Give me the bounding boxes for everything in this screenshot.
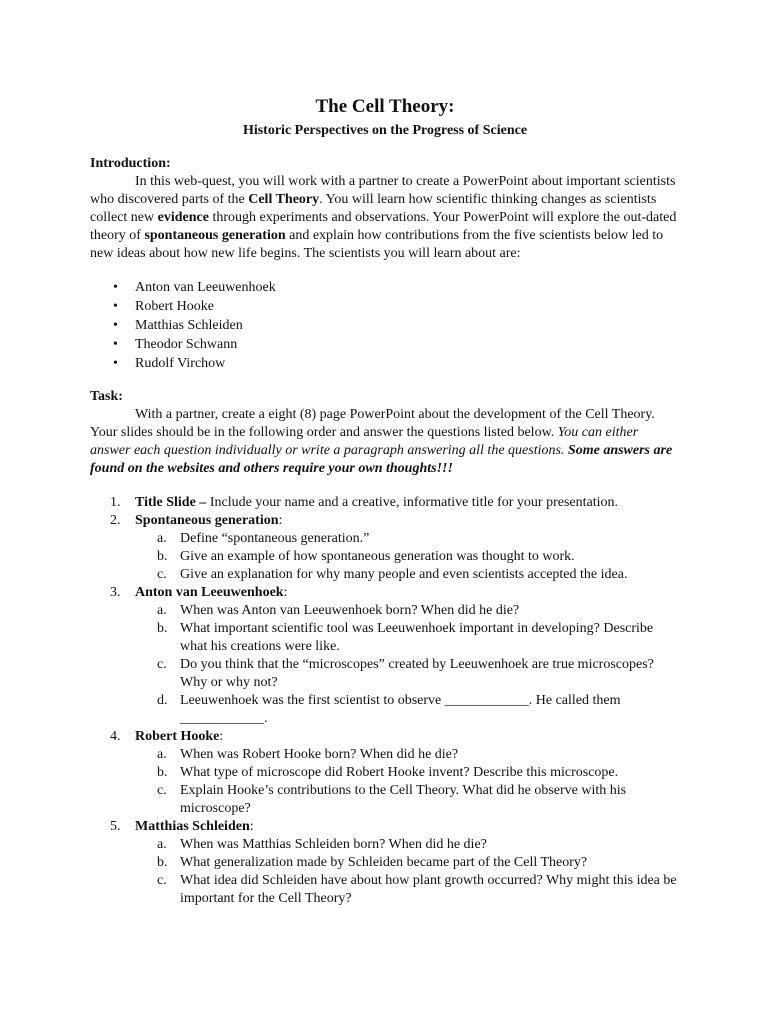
list-item: c. What idea did Schleiden have about how plant growth occurred? Why might this idea be important for the Cell Theory? (157, 873, 677, 906)
list-item: b. What generalization made by Schleiden became part of the Cell Theory? (157, 855, 588, 870)
list-item: • Matthias Schleiden (90, 317, 680, 336)
document-body (90, 96, 680, 908)
list-item: c. Do you think that the “microscopes” created by Leeuwenhoek are true microscopes? Why or why not? (157, 657, 654, 690)
list-item: b. Give an example of how spontaneous generation was thought to work. (157, 549, 575, 564)
task-item-leeuwenhoek: 3. Anton van Leeuwenhoek: a. When was Anton van Leeuwenhoek born? When did he die? b. What important scientific tool was Leeuwenhoek important in developing? Describe what his creations were like. c. Do you think that the “microscopes” created by Leeuwenhoek are true microscopes? Why or why not? d. Leeuwenhoek was the first scientist to observe ____________. He called them ____________. (90, 584, 680, 728)
list-item: a. When was Robert Hooke born? When did he die? (157, 747, 459, 762)
list-item: • Rudolf Virchow (90, 355, 680, 374)
list-item: a. Define “spontaneous generation.” (157, 531, 370, 546)
list-item: d. Leeuwenhoek was the first scientist to observe ____________. He called them ____________. (157, 693, 621, 726)
task-item-title-slide: 1. Title Slide – Include your name and a creative, informative title for your presentation. (110, 495, 618, 510)
page-subtitle: Historic Perspectives on the Progress of Science (242, 123, 528, 138)
list-item: c. Explain Hooke’s contributions to the Cell Theory. What did he observe with his microscope? (157, 783, 627, 816)
intro-heading: Introduction: (90, 156, 171, 171)
task-item-hooke: 4. Robert Hooke: a. When was Robert Hooke born? When did he die? b. What type of microscope did Robert Hooke invent? Describe this microscope. c. Explain Hooke’s contributions to the Cell Theory. What did he observe with his microscope? (90, 728, 680, 818)
list-item: • Theodor Schwann (90, 336, 680, 355)
task-heading: Task: (90, 389, 123, 404)
scientist-list (90, 279, 680, 374)
task-paragraph: With a partner, create a eight (8) page PowerPoint about the development of the Cell Theory. Your slides should be in the following order and answer the questions listed below. You can either answer each question individually or write a paragraph answering all the questions. Some answers are found on the websites and others require your own thoughts!!! (90, 407, 673, 476)
intro-paragraph: In this web-quest, you will work with a partner to create a PowerPoint about important scientists who discovered parts of the Cell Theory. You will learn how scientific thinking changes as scientists collect new evidence through experiments and observations. Your PowerPoint will explore the out-dated theory of spontaneous generation and explain how contributions from the five scientists below led to new ideas about how new life begins. The scientists you will learn about are: (90, 174, 677, 261)
task-list (90, 494, 680, 908)
list-item: • Robert Hooke (90, 298, 680, 317)
list-item: a. When was Matthias Schleiden born? When did he die? (157, 837, 487, 852)
list-item: c. Give an explanation for why many people and even scientists accepted the idea. (157, 567, 628, 582)
list-item: a. When was Anton van Leeuwenhoek born? When did he die? (157, 603, 520, 618)
task-item-schleiden: 5. Matthias Schleiden: a. When was Matthias Schleiden born? When did he die? b. What generalization made by Schleiden became part of the Cell Theory? c. What idea did Schleiden have about how plant growth occurred? Why might this idea be important for the Cell Theory? (90, 818, 680, 908)
page-title: The Cell Theory: (315, 96, 455, 117)
list-item: b. What type of microscope did Robert Hooke invent? Describe this microscope. (157, 765, 619, 780)
list-item: b. What important scientific tool was Leeuwenhoek important in developing? Describe what his creations were like. (157, 621, 654, 654)
list-item: • Anton van Leeuwenhoek (90, 279, 680, 298)
task-item-spontaneous-generation: 2. Spontaneous generation: a. Define “spontaneous generation.” b. Give an example of how spontaneous generation was thought to work. c. Give an explanation for why many people and even scientists accepted the idea. (90, 512, 680, 584)
